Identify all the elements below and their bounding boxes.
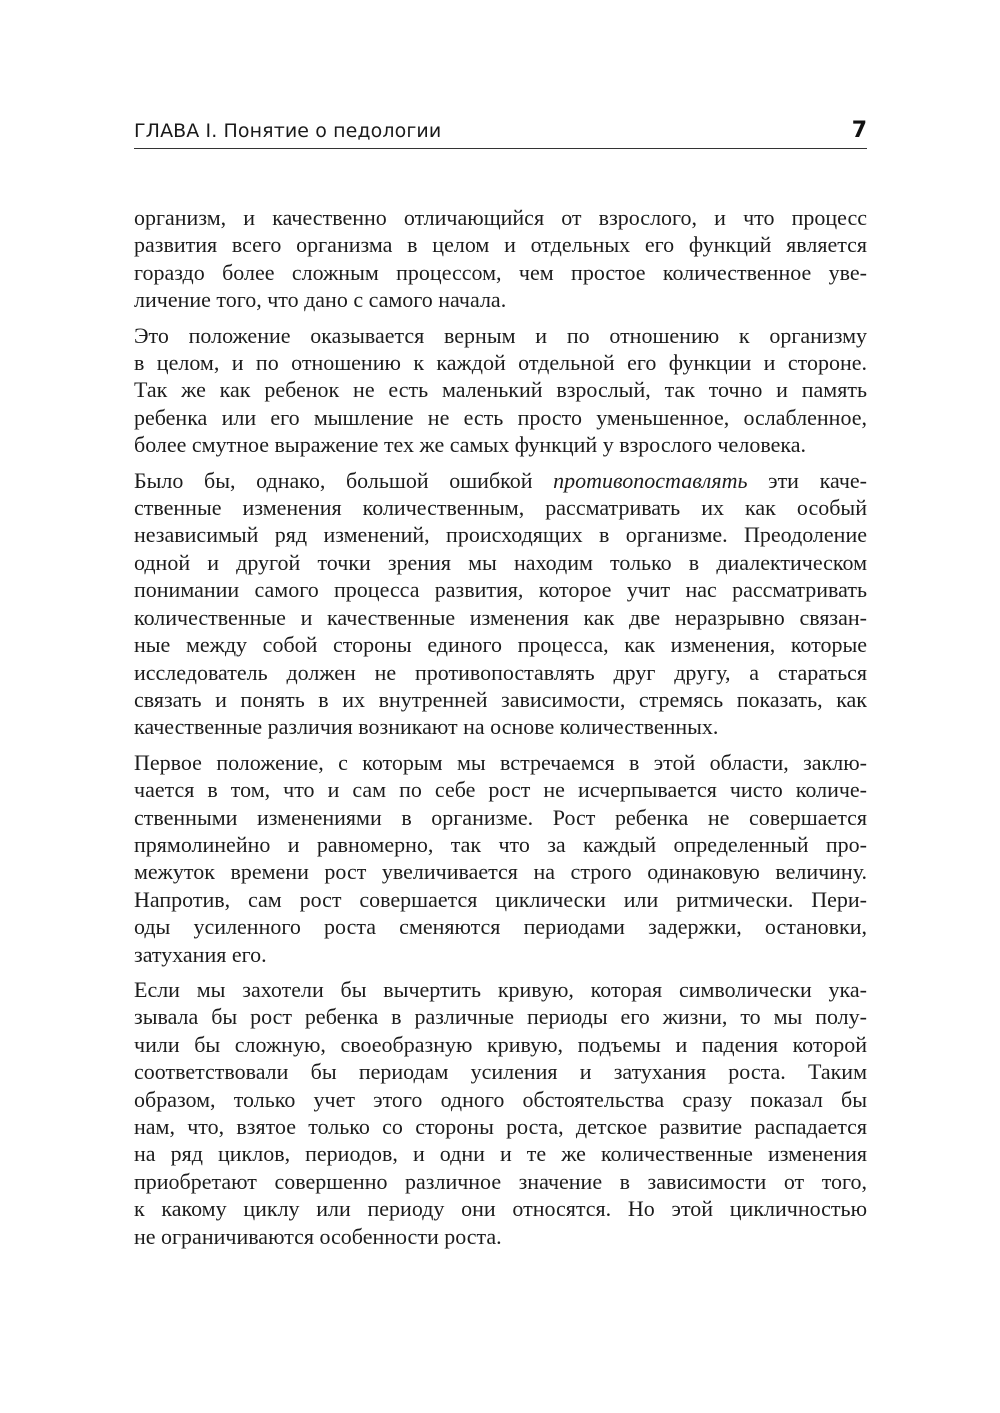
text-line: оды усиленного роста сменяются периодами задержки, остановки, bbox=[134, 914, 867, 940]
text-line: зывала бы рост ребенка в различные периоды его жизни, то мы полу- bbox=[134, 1004, 867, 1030]
text-line: связать и понять в их внутренней зависимости, стремясь показать, как bbox=[134, 686, 867, 712]
text-line: образом, только учет этого одного обстоятельства сразу показал бы bbox=[134, 1086, 867, 1112]
text-line: межуток времени рост увеличивается на строго одинаковую величину. bbox=[134, 859, 867, 885]
text-line: организм, и качественно отличающийся от взрослого, и что процесс bbox=[134, 205, 867, 230]
text-line: в целом, и по отношению к каждой отдельной его функции и стороне. bbox=[134, 350, 867, 376]
text-line: более смутное выражение тех же самых функций у взрослого человека. bbox=[134, 432, 806, 458]
text-line: затухания его. bbox=[134, 941, 267, 967]
text-run: Было бы, однако, большой ошибкой bbox=[134, 467, 554, 493]
text-line: ные между собой стороны единого процесса, как изменения, которые bbox=[134, 632, 867, 658]
text-line: соответствовали бы периодам усиления и затухания роста. Таким bbox=[134, 1059, 867, 1085]
paragraph bbox=[134, 976, 867, 1250]
text-line: к какому циклу или периоду они относятся. Но этой цикличностью bbox=[134, 1196, 867, 1222]
paragraph bbox=[134, 322, 867, 459]
text-line: Так же как ребенок не есть маленький взрослый, так точно и память bbox=[134, 377, 867, 403]
text-line: одной и другой точки зрения мы находим только в диалектическом bbox=[134, 549, 867, 575]
text-line: на ряд циклов, периодов, и одни и те же количественные изменения bbox=[134, 1141, 867, 1167]
paragraph bbox=[134, 204, 867, 314]
text-run: эти каче- bbox=[747, 467, 867, 493]
text-line: ребенка или его мышление не есть просто уменьшенное, ослабленное, bbox=[134, 404, 867, 430]
text-line: не ограничиваются особенности роста. bbox=[134, 1223, 502, 1249]
paragraph bbox=[134, 467, 867, 741]
emphasized-word: противопоставлять bbox=[553, 467, 748, 493]
paragraph bbox=[134, 749, 867, 968]
text-line: гораздо более сложным процессом, чем простое количественное уве- bbox=[134, 259, 867, 285]
body-text bbox=[134, 204, 867, 1258]
text-line: Первое положение, с которым мы встречаемся в этой области, заклю- bbox=[134, 749, 867, 775]
text-line: Напротив, сам рост совершается циклически или ритмически. Пери- bbox=[134, 886, 867, 912]
text-line: чили бы сложную, своеобразную кривую, подъемы и падения которой bbox=[134, 1031, 867, 1057]
text-line: нам, что, взятое только со стороны роста, детское развитие распадается bbox=[134, 1114, 867, 1139]
text-line: приобретают совершенно различное значение в зависимости от того, bbox=[134, 1168, 867, 1194]
text-line: ственные изменения количественным, рассматривать их как особый bbox=[134, 495, 867, 521]
text-line: личение того, что дано с самого начала. bbox=[134, 287, 507, 313]
text-line: развития всего организма в целом и отдельных его функций является bbox=[134, 232, 867, 258]
page-number: 7 bbox=[851, 118, 867, 143]
text-line: ственными изменениями в организме. Рост ребенка не совершается bbox=[134, 804, 867, 830]
running-head bbox=[134, 114, 867, 149]
text-line: независимый ряд изменений, происходящих в организме. Преодоление bbox=[134, 522, 867, 548]
text-line: Если мы захотели бы вычертить кривую, которая символически ука- bbox=[134, 976, 867, 1002]
text-line: количественные и качественные изменения как две неразрывно связан- bbox=[134, 604, 867, 630]
text-line-with-emphasis bbox=[134, 467, 867, 494]
text-line: качественные различия возникают на основе количественных. bbox=[134, 714, 719, 740]
chapter-title: ГЛАВА I. Понятие о педологии bbox=[134, 120, 442, 142]
text-line: Это положение оказывается верным и по отношению к организму bbox=[134, 322, 867, 348]
text-line: прямолинейно и равномерно, так что за каждый определенный про- bbox=[134, 831, 867, 857]
text-line: чается в том, что и сам по себе рост не исчерпывается чисто количе- bbox=[134, 777, 867, 803]
text-line: исследователь должен не противопоставлять друг другу, а стараться bbox=[134, 659, 867, 685]
text-line: понимании самого процесса развития, которое учит нас рассматривать bbox=[134, 577, 867, 603]
